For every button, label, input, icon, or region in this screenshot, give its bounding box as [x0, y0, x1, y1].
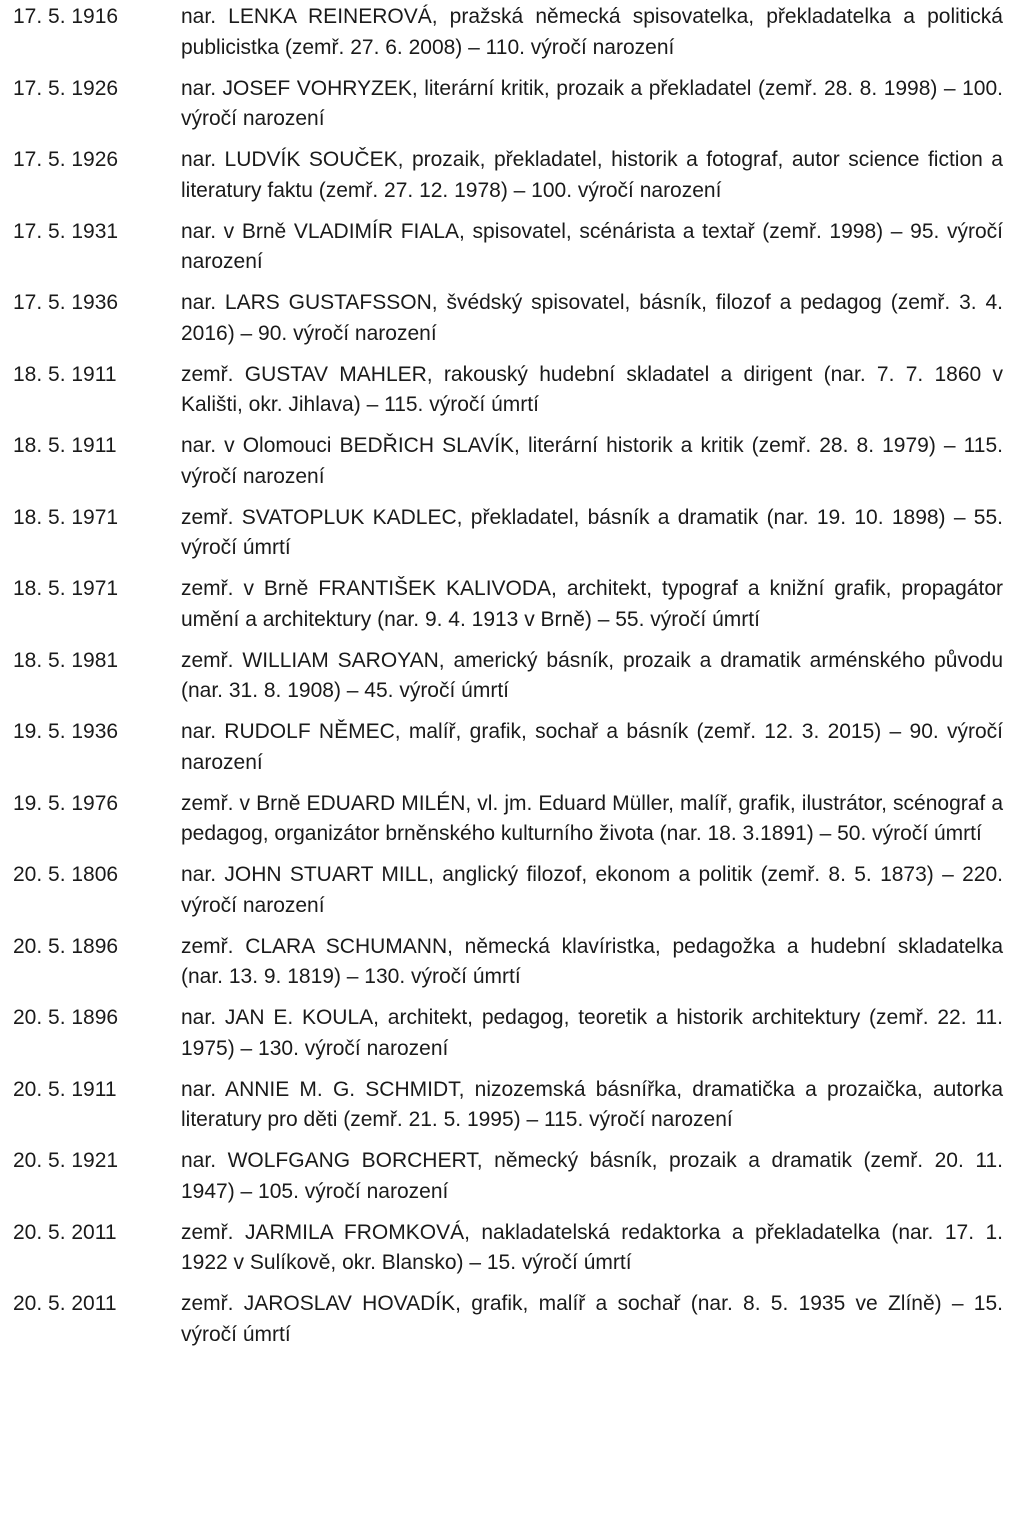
entry-date: 20. 5. 1806 — [13, 863, 119, 886]
entry-date: 17. 5. 1916 — [13, 5, 119, 28]
entry-text: nar. v Olomouci BEDŘICH SLAVÍK, literární historik a kritik (zemř. 28. 8. 1979) – 115. výročí narození — [181, 434, 1003, 488]
anniversary-entry — [0, 646, 1020, 707]
entry-text: nar. LENKA REINEROVÁ, pražská německá spisovatelka, překladatelka a politická publicistka (zemř. 27. 6. 2008) – 110. výročí narození — [181, 5, 1003, 59]
anniversary-entry — [0, 574, 1020, 635]
anniversary-entry — [0, 503, 1020, 564]
entry-text: zemř. v Brně FRANTIŠEK KALIVODA, architekt, typograf a knižní grafik, propagátor umění a architektury (nar. 9. 4. 1913 v Brně) – 55. výročí úmrtí — [181, 577, 1003, 631]
entry-text: zemř. WILLIAM SAROYAN, americký básník, prozaik a dramatik arménského původu (nar. 31. 8. 1908) – 45. výročí úmrtí — [181, 648, 1003, 702]
entry-text: nar. ANNIE M. G. SCHMIDT, nizozemská básnířka, dramatička a prozaička, autorka literatury pro děti (zemř. 21. 5. 1995) – 115. výročí narození — [181, 1077, 1003, 1131]
entry-date: 17. 5. 1926 — [13, 76, 119, 100]
entry-text: nar. JOSEF VOHRYZEK, literární kritik, prozaik a překladatel (zemř. 28. 8. 1998) – 100. výročí narození — [181, 76, 1003, 130]
anniversary-entry — [0, 1003, 1020, 1064]
anniversary-entry — [0, 74, 1020, 135]
entry-text: nar. WOLFGANG BORCHERT, německý básník, prozaik a dramatik (zemř. 20. 11. 1947) – 105. výročí narození — [181, 1149, 1003, 1203]
anniversary-entry — [0, 932, 1020, 993]
entry-date: 18. 5. 1971 — [13, 505, 119, 529]
entry-date: 20. 5. 2011 — [13, 1292, 117, 1315]
entry-text: zemř. JAROSLAV HOVADÍK, grafik, malíř a sochař (nar. 8. 5. 1935 ve Zlíně) – 15. výročí úmrtí — [181, 1292, 1003, 1346]
entry-date: 18. 5. 1981 — [13, 648, 119, 672]
entry-text: nar. JAN E. KOULA, architekt, pedagog, teoretik a historik architektury (zemř. 22. 11. 1975) – 130. výročí narození — [181, 1006, 1003, 1060]
entry-text: nar. LUDVÍK SOUČEK, prozaik, překladatel, historik a fotograf, autor science fiction a literatury faktu (zemř. 27. 12. 1978) – 100. výročí narození — [181, 148, 1003, 202]
anniversary-entry — [0, 2, 1020, 63]
anniversary-entry — [0, 431, 1020, 492]
entry-date: 18. 5. 1911 — [13, 362, 117, 386]
entry-text: nar. JOHN STUART MILL, anglický filozof, ekonom a politik (zemř. 8. 5. 1873) – 220. výročí narození — [181, 863, 1003, 917]
anniversary-entry — [0, 789, 1020, 850]
anniversary-entry — [0, 217, 1020, 278]
entry-text: zemř. v Brně EDUARD MILÉN, vl. jm. Eduard Müller, malíř, grafik, ilustrátor, scénograf a pedagog, organizátor brněnského kulturního života (nar. 18. 3.1891) – 50. výročí úmrtí — [181, 791, 1003, 845]
entry-date: 20. 5. 2011 — [13, 1220, 117, 1244]
anniversary-entry — [0, 1218, 1020, 1279]
anniversary-entry — [0, 1146, 1020, 1207]
entry-text: zemř. GUSTAV MAHLER, rakouský hudební skladatel a dirigent (nar. 7. 7. 1860 v Kališti, okr. Jihlava) – 115. výročí úmrtí — [181, 362, 1003, 416]
entry-date: 20. 5. 1896 — [13, 1006, 119, 1029]
entry-date: 19. 5. 1936 — [13, 720, 119, 743]
entry-date: 17. 5. 1936 — [13, 291, 119, 314]
anniversary-entry — [0, 145, 1020, 206]
entry-text: zemř. JARMILA FROMKOVÁ, nakladatelská redaktorka a překladatelka (nar. 17. 1. 1922 v Sulíkově, okr. Blansko) – 15. výročí úmrtí — [181, 1220, 1003, 1274]
entry-date: 19. 5. 1976 — [13, 791, 119, 815]
anniversary-entry — [0, 717, 1020, 778]
entry-text: zemř. SVATOPLUK KADLEC, překladatel, básník a dramatik (nar. 19. 10. 1898) – 55. výročí úmrtí — [181, 505, 1003, 559]
entry-text: nar. RUDOLF NĚMEC, malíř, grafik, sochař a básník (zemř. 12. 3. 2015) – 90. výročí narození — [181, 720, 1003, 774]
anniversary-entry — [0, 288, 1020, 349]
entry-text: nar. LARS GUSTAFSSON, švédský spisovatel, básník, filozof a pedagog (zemř. 3. 4. 2016) – 90. výročí narození — [181, 291, 1003, 345]
anniversary-entry — [0, 360, 1020, 421]
entry-date: 17. 5. 1926 — [13, 148, 119, 171]
entry-text: zemř. CLARA SCHUMANN, německá klavíristka, pedagožka a hudební skladatelka (nar. 13. 9. 1819) – 130. výročí úmrtí — [181, 934, 1003, 988]
entry-text: nar. v Brně VLADIMÍR FIALA, spisovatel, scénárista a textař (zemř. 1998) – 95. výročí narození — [181, 219, 1003, 273]
anniversary-entry — [0, 1289, 1020, 1350]
anniversary-entry — [0, 1075, 1020, 1136]
entry-date: 20. 5. 1896 — [13, 934, 119, 958]
entry-date: 17. 5. 1931 — [13, 219, 119, 243]
entry-date: 20. 5. 1921 — [13, 1149, 119, 1172]
entry-date: 18. 5. 1911 — [13, 434, 117, 457]
anniversary-entry — [0, 860, 1020, 921]
entry-date: 20. 5. 1911 — [13, 1077, 117, 1101]
entry-date: 18. 5. 1971 — [13, 577, 119, 600]
